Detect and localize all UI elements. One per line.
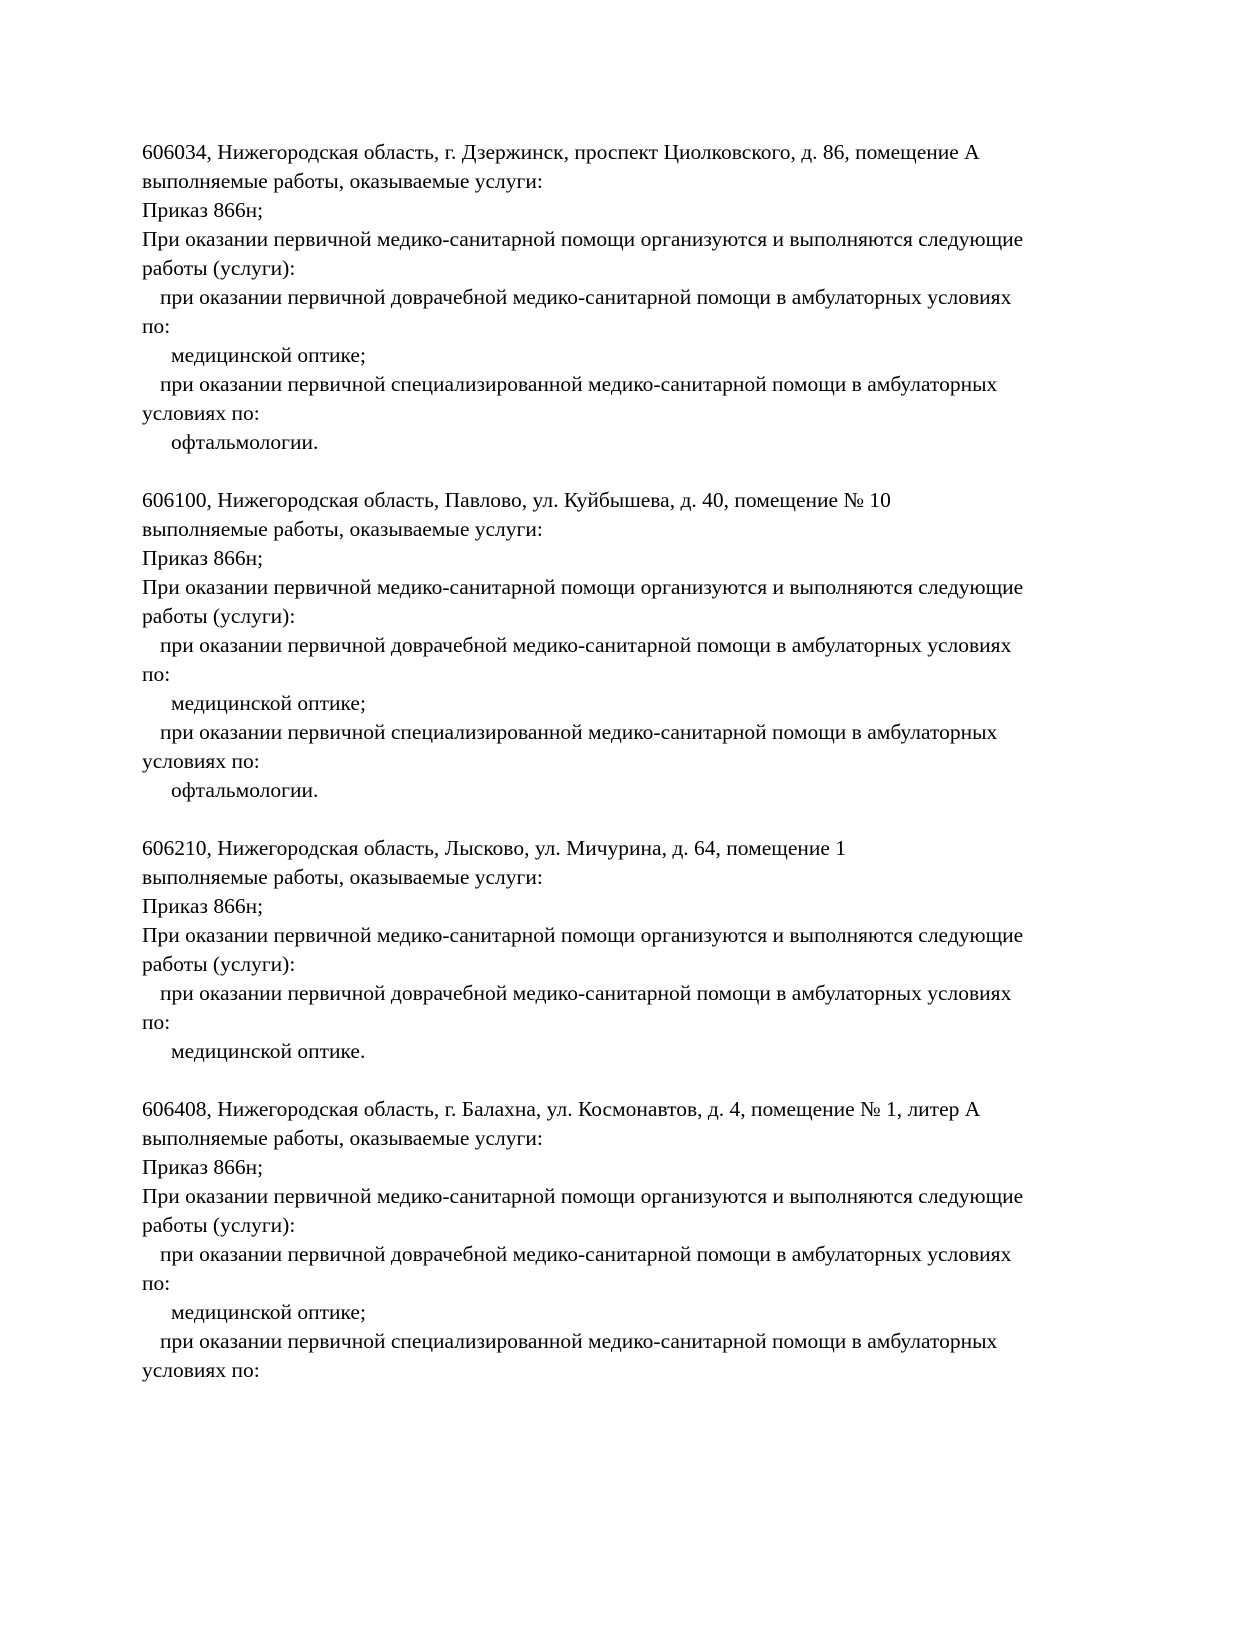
text-line: условиях по: — [142, 401, 260, 425]
text-line: выполняемые работы, оказываемые услуги: — [142, 517, 543, 541]
address-line: 606034, Нижегородская область, г. Дзержинск, проспект Циолковского, д. 86, помещение А — [142, 140, 980, 164]
text-line: При оказании первичной медико-санитарной помощи организуются и выполняются следующие — [142, 575, 1024, 599]
text-line: условиях по: — [142, 1358, 260, 1382]
text-line: работы (услуги): — [142, 1213, 296, 1237]
text-line: Приказ 866н; — [142, 546, 264, 570]
text-line: При оказании первичной медико-санитарной помощи организуются и выполняются следующие — [142, 1184, 1024, 1208]
text-line: выполняемые работы, оказываемые услуги: — [142, 169, 543, 193]
text-line: офтальмологии. — [171, 430, 319, 454]
text-line: При оказании первичной медико-санитарной помощи организуются и выполняются следующие — [142, 923, 1024, 947]
text-line: Приказ 866н; — [142, 1155, 264, 1179]
text-line: при оказании первичной доврачебной медико-санитарной помощи в амбулаторных условиях — [160, 981, 1012, 1005]
text-line: по: — [142, 1010, 171, 1034]
address-block-606034 — [142, 138, 1152, 457]
text-line: при оказании первичной доврачебной медико-санитарной помощи в амбулаторных условиях — [160, 633, 1012, 657]
text-line: работы (услуги): — [142, 256, 296, 280]
text-line: выполняемые работы, оказываемые услуги: — [142, 865, 543, 889]
address-block-606210 — [142, 834, 1152, 1066]
address-block-606408 — [142, 1095, 1152, 1385]
text-line: работы (услуги): — [142, 952, 296, 976]
text-line: по: — [142, 1271, 171, 1295]
text-line: по: — [142, 314, 171, 338]
text-line: медицинской оптике; — [171, 1300, 366, 1324]
text-line: медицинской оптике; — [171, 343, 366, 367]
text-line: медицинской оптике; — [171, 691, 366, 715]
text-line: Приказ 866н; — [142, 198, 264, 222]
address-line: 606210, Нижегородская область, Лысково, ул. Мичурина, д. 64, помещение 1 — [142, 836, 847, 860]
text-line: по: — [142, 662, 171, 686]
text-line: Приказ 866н; — [142, 894, 264, 918]
text-line: при оказании первичной специализированной медико-санитарной помощи в амбулаторных — [160, 1329, 998, 1353]
address-line: 606100, Нижегородская область, Павлово, ул. Куйбышева, д. 40, помещение № 10 — [142, 488, 891, 512]
license-address-blocks — [142, 138, 1152, 1385]
text-line: выполняемые работы, оказываемые услуги: — [142, 1126, 543, 1150]
text-line: при оказании первичной специализированной медико-санитарной помощи в амбулаторных — [160, 720, 998, 744]
address-block-606100 — [142, 486, 1152, 805]
text-line: при оказании первичной доврачебной медико-санитарной помощи в амбулаторных условиях — [160, 285, 1012, 309]
text-line: медицинской оптике. — [171, 1039, 366, 1063]
text-line: условиях по: — [142, 749, 260, 773]
text-line: работы (услуги): — [142, 604, 296, 628]
address-line: 606408, Нижегородская область, г. Балахна, ул. Космонавтов, д. 4, помещение № 1, литер А — [142, 1097, 981, 1121]
text-line: офтальмологии. — [171, 778, 319, 802]
text-line: При оказании первичной медико-санитарной помощи организуются и выполняются следующие — [142, 227, 1024, 251]
text-line: при оказании первичной специализированной медико-санитарной помощи в амбулаторных — [160, 372, 998, 396]
text-line: при оказании первичной доврачебной медико-санитарной помощи в амбулаторных условиях — [160, 1242, 1012, 1266]
